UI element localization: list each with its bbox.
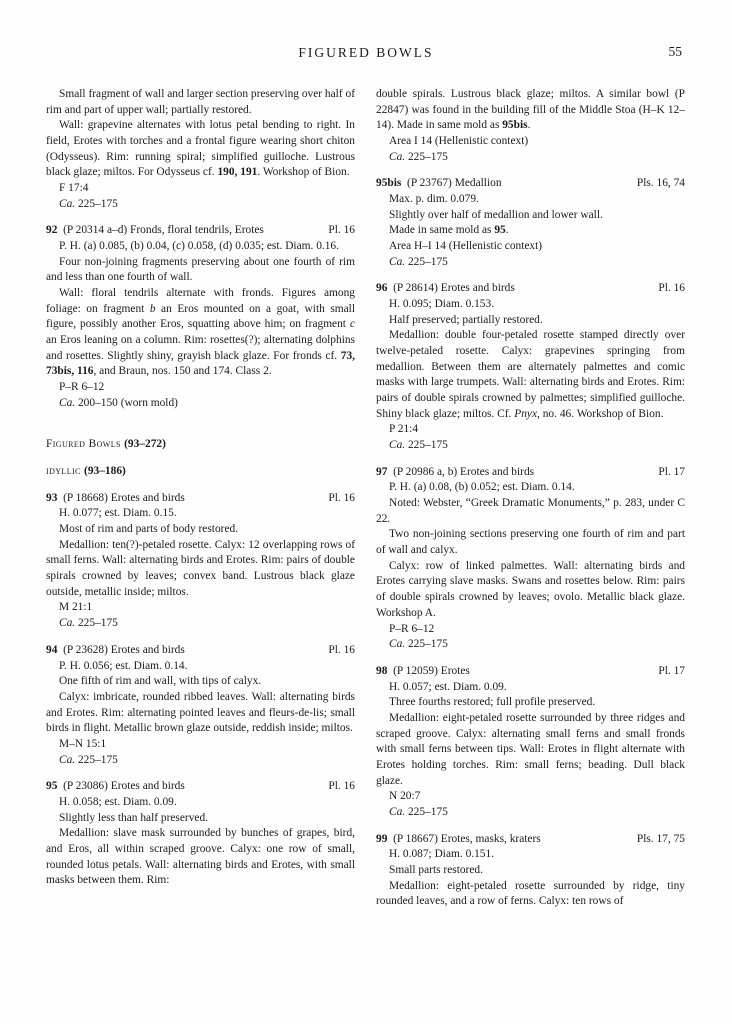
entry-heading (46, 491, 355, 507)
paragraph (46, 506, 355, 522)
text-run: P–R 6–12 (59, 381, 105, 394)
text-run: , no. 46. Workshop of Bion. (537, 407, 664, 420)
paragraph (46, 690, 355, 737)
text-run: double spirals. Lustrous black glaze; miltos. A similar bowl (P 22847) was found in the building fill of the Middle Stoa (H–K 12–14). Made in same mold as (376, 88, 685, 132)
text-run: 225–175 (405, 805, 448, 818)
paragraph (46, 538, 355, 601)
text-run: 94 (46, 643, 58, 656)
text-run: H. 0.095; Diam. 0.153. (389, 298, 495, 311)
paragraph (376, 438, 685, 454)
text-run: 95bis (502, 119, 528, 132)
text-run: 225–175 (405, 439, 448, 452)
paragraph (376, 847, 685, 863)
right-column (376, 87, 685, 910)
paragraph (376, 239, 685, 255)
entry-title (46, 223, 320, 239)
text-run: an Eros mounted on a goat, with small figure, possibly another Eros, squatting above him; on fragment (46, 302, 355, 331)
text-run: (P 23086) Erotes and birds (57, 780, 185, 793)
text-run: Noted: Webster, “Greek Dramatic Monuments,” p. 283, under C 22. (376, 497, 685, 525)
text-run: 95 (494, 224, 506, 237)
plate-reference: Pls. 17, 75 (636, 832, 685, 845)
page-header (46, 44, 686, 62)
text-run: (93–272) (124, 438, 166, 451)
text-run: Half preserved; partially restored. (389, 313, 543, 326)
paragraph (46, 118, 355, 181)
text-run: M–N 15:1 (59, 737, 107, 750)
text-run: c (349, 318, 355, 331)
text-run: 96 (376, 282, 388, 295)
text-run: Medallion: eight-petaled rosette surrounded by ridge, tiny rounded leaves, and a row of ferns. Calyx: ten rows of (376, 879, 685, 908)
text-run: Ca. (59, 617, 76, 630)
entry-heading (46, 643, 355, 659)
text-run: (P 20314 a–d) Fronds, floral tendrils, Erotes (57, 224, 264, 237)
text-run: M 21:1 (59, 601, 93, 614)
text-run: Medallion: slave mask surrounded by bunches of grapes, bird, and Eros, all within scraped groove. Calyx: one row of small, rounded lotus petals. Wall: alternating birds and Erotes, with small masks between them. Rim: (46, 827, 355, 887)
paragraph (376, 789, 685, 805)
paragraph (376, 134, 685, 150)
text-run: Ca. (59, 396, 76, 409)
paragraph (46, 659, 355, 675)
text-columns (46, 87, 686, 910)
text-run: Slightly less than half preserved. (59, 811, 208, 824)
paragraph (376, 496, 685, 527)
plate-reference: Pls. 16, 74 (636, 177, 685, 190)
text-run: F 17:4 (59, 182, 89, 195)
text-run: P 21:4 (389, 423, 419, 436)
text-run: b (149, 302, 156, 315)
entry-title (376, 832, 629, 848)
text-run: 225–175 (405, 150, 448, 163)
entry-title (376, 176, 629, 192)
section-heading (46, 437, 355, 453)
paragraph (46, 181, 355, 197)
plate-reference: Pl. 17 (658, 664, 685, 677)
text-run: idyllic (46, 465, 85, 478)
page-number: 55 (668, 44, 682, 59)
paragraph (376, 313, 685, 329)
text-run: 225–175 (75, 617, 118, 630)
text-run: P–R 6–12 (389, 622, 435, 635)
text-run: 225–175 (405, 638, 448, 651)
entry-title (46, 779, 320, 795)
text-run: Ca. (389, 255, 406, 268)
text-run: an Eros leaning on a column. Rim: rosettes(?); alternating dolphins and rosettes. Slightly shiny, grayish black glaze. For fronds cf. (46, 334, 355, 362)
text-run: . (527, 119, 531, 132)
running-head: FIGURED BOWLS (298, 45, 434, 60)
text-run: Made in same mold as (389, 224, 495, 237)
entry-heading (46, 223, 355, 239)
paragraph (46, 753, 355, 769)
paragraph (46, 795, 355, 811)
plate-reference: Pl. 16 (328, 491, 355, 504)
entry-heading (376, 465, 685, 481)
text-run: Ca. (59, 753, 76, 766)
entry-title (46, 643, 320, 659)
text-run: (P 20986 a, b) Erotes and birds (387, 465, 535, 478)
text-run: 97 (376, 465, 388, 478)
paragraph (376, 480, 685, 496)
left-column (46, 87, 355, 910)
text-run: Calyx: row of linked palmettes. Wall: alternating birds and Erotes carrying slave masks. Swans and rosettes below. Rim: pairs of double spirals crowned by leaves; ovolo. Metallic black glaze. Workshop A. (376, 559, 685, 619)
text-run: Area I 14 (Hellenistic context) (389, 135, 529, 148)
text-run: Ca. (59, 197, 76, 210)
text-run: Wall: floral tendrils alternate with fronds. Figures among foliage: on fragment (46, 287, 355, 315)
paragraph (46, 811, 355, 827)
text-run: (P 23628) Erotes and birds (57, 643, 185, 656)
paragraph (376, 695, 685, 711)
paragraph (376, 559, 685, 622)
paragraph (46, 286, 355, 380)
text-run: Small fragment of wall and larger section preserving over half of rim and part of upper wall; partially restored. (46, 88, 355, 116)
text-run: . (505, 224, 509, 237)
text-run: Most of rim and parts of body restored. (59, 523, 239, 536)
plate-reference: Pl. 16 (658, 282, 685, 295)
text-run: Small parts restored. (389, 863, 483, 876)
paragraph (376, 150, 685, 166)
text-run: 73, 73bis, 116 (46, 349, 355, 378)
paragraph (46, 239, 355, 255)
text-run: 95bis (376, 177, 402, 190)
entry-title (376, 281, 650, 297)
text-run: H. 0.058; est. Diam. 0.09. (59, 795, 177, 808)
text-run: Medallion: ten(?)-petaled rosette. Calyx: 12 overlapping rows of small ferns. Wall: alternating birds and Erotes. Rim: pairs of double spirals crowned by leaves; convex band. Lustrous black glaze outside, metallic inside; miltos. (46, 538, 355, 598)
text-run: 190, 191 (217, 166, 258, 179)
text-run: Four non-joining fragments preserving about one fourth of rim and less than one fourth of wall. (46, 255, 355, 284)
paragraph (376, 422, 685, 438)
paragraph (376, 711, 685, 789)
paragraph (46, 522, 355, 538)
text-run: Slightly over half of medallion and lower wall. (389, 208, 603, 221)
text-run: (93–186) (84, 465, 126, 478)
text-run: Ca. (389, 638, 406, 651)
text-run: P. H. 0.056; est. Diam. 0.14. (59, 659, 188, 672)
paragraph (46, 616, 355, 632)
text-run: (P 23767) Medallion (401, 177, 502, 190)
text-run: Medallion: eight-petaled rosette surrounded by three ridges and scraped groove. Calyx: alternating small ferns and small fronds with small ferns between tips. Wall: Erotes in flight alternate with Erotes holding torches. Rim: small ferns; beading. Dull black glaze. (376, 711, 685, 787)
text-run: (P 18668) Erotes and birds (57, 491, 185, 504)
text-run: 92 (46, 224, 58, 237)
text-run: 98 (376, 664, 388, 677)
paragraph (376, 622, 685, 638)
text-run: H. 0.087; Diam. 0.151. (389, 848, 495, 861)
paragraph (376, 328, 685, 422)
text-run: P. H. (a) 0.085, (b) 0.04, (c) 0.058, (d) 0.035; est. Diam. 0.16. (59, 240, 339, 253)
plate-reference: Pl. 16 (328, 780, 355, 793)
entry-heading (376, 281, 685, 297)
paragraph (376, 863, 685, 879)
text-run: 93 (46, 491, 58, 504)
entry-title (46, 491, 320, 507)
text-run: . Workshop of Bion. (257, 166, 350, 179)
text-run: Area H–I 14 (Hellenistic context) (389, 240, 543, 253)
text-run: Wall: grapevine alternates with lotus petal bending to right. In field, Erotes with torches and a frontal figure wearing short chiton (Odysseus). Rim: running spiral; simplified guilloche. Lustrous black glaze; miltos. For Odysseus cf. (46, 119, 355, 179)
paragraph (46, 87, 355, 118)
paragraph (46, 600, 355, 616)
paragraph (376, 208, 685, 224)
entry-heading (376, 832, 685, 848)
text-run: Ca. (389, 805, 406, 818)
text-run: Figured Bowls (46, 438, 125, 451)
paragraph (46, 197, 355, 213)
text-run: H. 0.077; est. Diam. 0.15. (59, 507, 177, 520)
text-run: Calyx: imbricate, rounded ribbed leaves. Wall: alternating birds and Erotes. Rim: alternating pointed leaves and fleurs-de-lis; small birds in flight. Metallic brown glaze outside, reddish inside; miltos. (46, 690, 355, 735)
text-run: 200–150 (worn mold) (75, 396, 178, 409)
paragraph (376, 223, 685, 239)
paragraph (46, 380, 355, 396)
entry-heading (46, 779, 355, 795)
paragraph (376, 879, 685, 910)
paragraph (46, 396, 355, 412)
text-run: Ca. (389, 439, 406, 452)
text-run: (P 18667) Erotes, masks, kraters (387, 832, 541, 845)
paragraph (46, 826, 355, 889)
subsection-heading (46, 464, 355, 480)
text-run: 225–175 (405, 255, 448, 268)
plate-reference: Pl. 17 (658, 465, 685, 478)
text-run: 225–175 (75, 753, 118, 766)
entry-heading (376, 176, 685, 192)
text-run: 225–175 (75, 197, 118, 210)
text-run: Ca. (389, 150, 406, 163)
paragraph (376, 527, 685, 558)
text-run: P. H. (a) 0.08, (b) 0.052; est. Diam. 0.14. (389, 481, 575, 494)
paragraph (376, 637, 685, 653)
paragraph (46, 255, 355, 286)
paragraph (376, 805, 685, 821)
entry-title (376, 465, 650, 481)
text-run: Three fourths restored; full profile preserved. (389, 696, 596, 709)
paragraph (46, 737, 355, 753)
text-run: H. 0.057; est. Diam. 0.09. (389, 680, 507, 693)
text-run: (P 12059) Erotes (387, 664, 470, 677)
paragraph (376, 192, 685, 208)
plate-reference: Pl. 16 (328, 643, 355, 656)
text-run: 99 (376, 832, 388, 845)
entry-heading (376, 664, 685, 680)
text-run: Medallion: double four-petaled rosette stamped directly over twelve-petaled rosette. Calyx: grapevines springing from medallion. Between them are alternately palmettes and comic masks with large trumpets. Wall: alternating birds and Erotes. Rim: pairs of double spirals crowned by palmettes; simplified guilloche. Shiny black glaze; miltos. Cf. (376, 329, 685, 420)
text-run: Pnyx (514, 407, 538, 420)
paragraph (376, 297, 685, 313)
plate-reference: Pl. 16 (328, 224, 355, 237)
text-run: 95 (46, 780, 58, 793)
text-run: N 20:7 (389, 790, 421, 803)
text-run: , and Braun, nos. 150 and 174. Class 2. (93, 365, 272, 378)
paragraph-continuation (376, 87, 685, 134)
paragraph (46, 674, 355, 690)
text-run: Two non-joining sections preserving one fourth of rim and part of wall and calyx. (376, 528, 685, 557)
entry-title (376, 664, 650, 680)
paragraph (376, 680, 685, 696)
paragraph (376, 255, 685, 271)
text-run: One fifth of rim and wall, with tips of calyx. (59, 675, 262, 688)
text-run: (P 28614) Erotes and birds (387, 282, 515, 295)
text-run: Max. p. dim. 0.079. (389, 193, 479, 206)
